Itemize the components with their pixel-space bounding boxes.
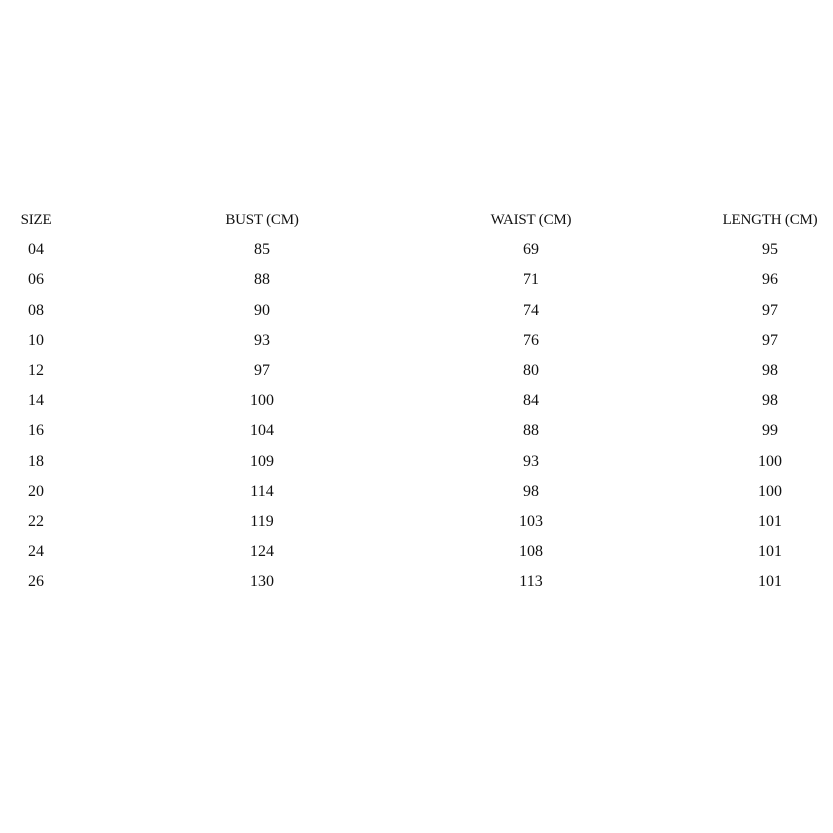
cell-length: 95: [762, 241, 778, 259]
table-row: [0, 447, 833, 477]
cell-bust: 88: [254, 271, 270, 289]
cell-bust: 119: [250, 512, 274, 530]
table-header-row: [0, 205, 833, 235]
cell-bust: 104: [250, 422, 274, 440]
cell-waist: 108: [519, 543, 543, 561]
cell-bust: 93: [254, 331, 270, 349]
size-chart-table: [0, 205, 833, 597]
cell-length: 97: [762, 331, 778, 349]
cell-size: 10: [28, 331, 44, 349]
cell-size: 08: [28, 301, 44, 319]
cell-length: 101: [758, 573, 782, 591]
cell-waist: 80: [523, 361, 539, 379]
table-row: [0, 356, 833, 386]
cell-bust: 90: [254, 301, 270, 319]
cell-size: 16: [28, 422, 44, 440]
cell-bust: 114: [250, 482, 274, 500]
cell-length: 98: [762, 392, 778, 410]
cell-length: 101: [758, 512, 782, 530]
cell-size: 18: [28, 452, 44, 470]
cell-length: 99: [762, 422, 778, 440]
cell-size: 06: [28, 271, 44, 289]
cell-length: 101: [758, 543, 782, 561]
table-row: [0, 386, 833, 416]
cell-size: 20: [28, 482, 44, 500]
cell-waist: 84: [523, 392, 539, 410]
header-size: SIZE: [20, 212, 52, 228]
table-row: [0, 416, 833, 446]
cell-waist: 113: [519, 573, 543, 591]
cell-length: 100: [758, 482, 782, 500]
cell-waist: 98: [523, 482, 539, 500]
cell-bust: 85: [254, 241, 270, 259]
cell-bust: 109: [250, 452, 274, 470]
table-row: [0, 507, 833, 537]
cell-waist: 76: [523, 331, 539, 349]
cell-bust: 100: [250, 392, 274, 410]
cell-length: 100: [758, 452, 782, 470]
cell-bust: 97: [254, 361, 270, 379]
cell-size: 04: [28, 241, 44, 259]
cell-waist: 88: [523, 422, 539, 440]
cell-size: 24: [28, 543, 44, 561]
table-row: [0, 235, 833, 265]
cell-size: 14: [28, 392, 44, 410]
cell-size: 26: [28, 573, 44, 591]
table-row: [0, 296, 833, 326]
table-row: [0, 326, 833, 356]
cell-length: 96: [762, 271, 778, 289]
cell-size: 22: [28, 512, 44, 530]
cell-size: 12: [28, 361, 44, 379]
cell-waist: 103: [519, 512, 543, 530]
cell-length: 97: [762, 301, 778, 319]
cell-waist: 93: [523, 452, 539, 470]
header-length: LENGTH (CM): [722, 212, 818, 228]
table-row: [0, 477, 833, 507]
cell-bust: 130: [250, 573, 274, 591]
cell-waist: 71: [523, 271, 539, 289]
cell-bust: 124: [250, 543, 274, 561]
table-row: [0, 265, 833, 295]
header-bust: BUST (CM): [225, 212, 299, 228]
cell-waist: 74: [523, 301, 539, 319]
cell-waist: 69: [523, 241, 539, 259]
cell-length: 98: [762, 361, 778, 379]
table-row: [0, 537, 833, 567]
table-row: [0, 567, 833, 597]
header-waist: WAIST (CM): [490, 212, 572, 228]
